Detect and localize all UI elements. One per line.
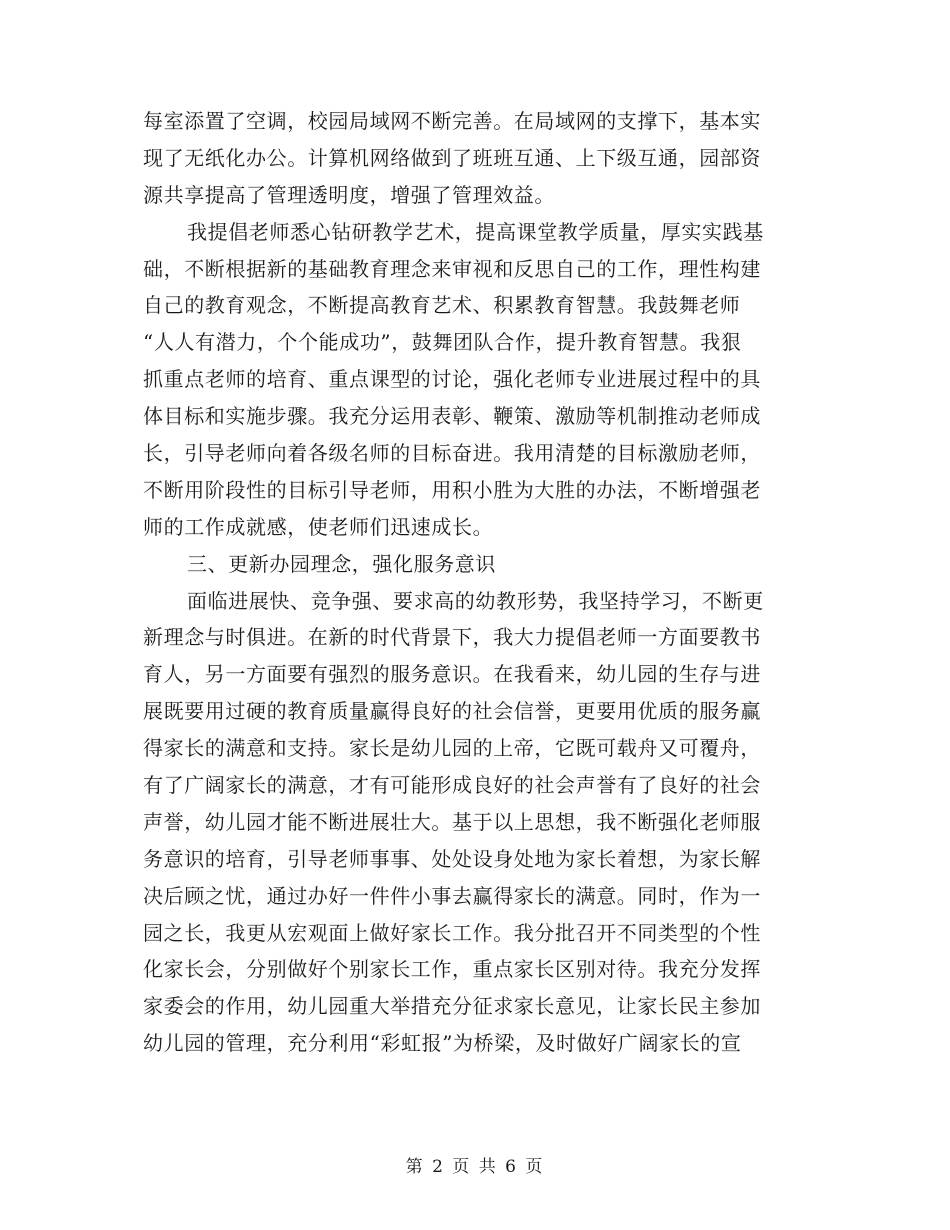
text-line: 我提倡老师悉心钻研教学艺术，提高课堂教学质量，厚实实践基	[187, 219, 764, 244]
text-line: 础，不断根据新的基础教育理念来审视和反思自己的工作，理性构建	[143, 256, 761, 281]
text-line: “人人有潜力，个个能成功”，鼓舞团队合作，提升教育智慧。我狠	[143, 330, 742, 355]
page-footer: 第 2 页 共 6 页	[405, 1157, 545, 1177]
text-line: 现了无纸化办公。计算机网络做到了班班互通、上下级互通，园部资	[143, 145, 761, 170]
text-line: 抓重点老师的培育、重点课型的讨论，强化老师专业进展过程中的具	[143, 367, 761, 392]
text-line: 得家长的满意和支持。家长是幼儿园的上帝，它既可载舟又可覆舟，	[143, 736, 761, 761]
text-line: 育人，另一方面要有强烈的服务意识。在我看来，幼儿园的生存与进	[143, 662, 761, 687]
text-line: 新理念与时俱进。在新的时代背景下，我大力提倡老师一方面要教书	[143, 625, 761, 650]
text-line: 务意识的培育，引导老师事事、处处设身处地为家长着想，为家长解	[143, 846, 761, 871]
text-line: 幼儿园的管理，充分利用“彩虹报”为桥梁，及时做好广阔家长的宣	[143, 1031, 742, 1056]
body-text	[143, 103, 815, 1062]
text-line: 三、更新办园理念，强化服务意识	[187, 551, 496, 576]
text-line: 源共享提高了管理透明度，增强了管理效益。	[143, 182, 555, 207]
text-line: 有了广阔家长的满意，才有可能形成良好的社会声誉有了良好的社会	[143, 773, 761, 798]
text-line: 决后顾之忧，通过办好一件件小事去赢得家长的满意。同时，作为一	[143, 883, 761, 908]
text-line: 展既要用过硬的教育质量赢得良好的社会信誉，更要用优质的服务赢	[143, 699, 761, 724]
text-line: 每室添置了空调，校园局域网不断完善。在局域网的支撑下，基本实	[143, 109, 761, 133]
text-line: 自己的教育观念，不断提高教育艺术、积累教育智慧。我鼓舞老师	[143, 293, 741, 318]
text-line: 园之长，我更从宏观面上做好家长工作。我分批召开不同类型的个性	[143, 920, 761, 945]
text-line: 声誉，幼儿园才能不断进展壮大。基于以上思想，我不断强化老师服	[143, 809, 761, 834]
text-line: 面临进展快、竞争强、要求高的幼教形势，我坚持学习，不断更	[187, 588, 764, 613]
text-line: 化家长会，分别做好个别家长工作，重点家长区别对待。我充分发挥	[143, 957, 761, 982]
text-line: 不断用阶段性的目标引导老师，用积小胜为大胜的办法，不断增强老	[143, 477, 761, 502]
text-line: 师的工作成就感，使老师们迅速成长。	[143, 514, 494, 539]
text-line: 体目标和实施步骤。我充分运用表彰、鞭策、激励等机制推动老师成	[143, 404, 761, 429]
text-line: 长，引导老师向着各级名师的目标奋进。我用清楚的目标激励老师，	[143, 441, 761, 466]
text-line: 家委会的作用，幼儿园重大举措充分征求家长意见，让家长民主参加	[143, 994, 761, 1019]
